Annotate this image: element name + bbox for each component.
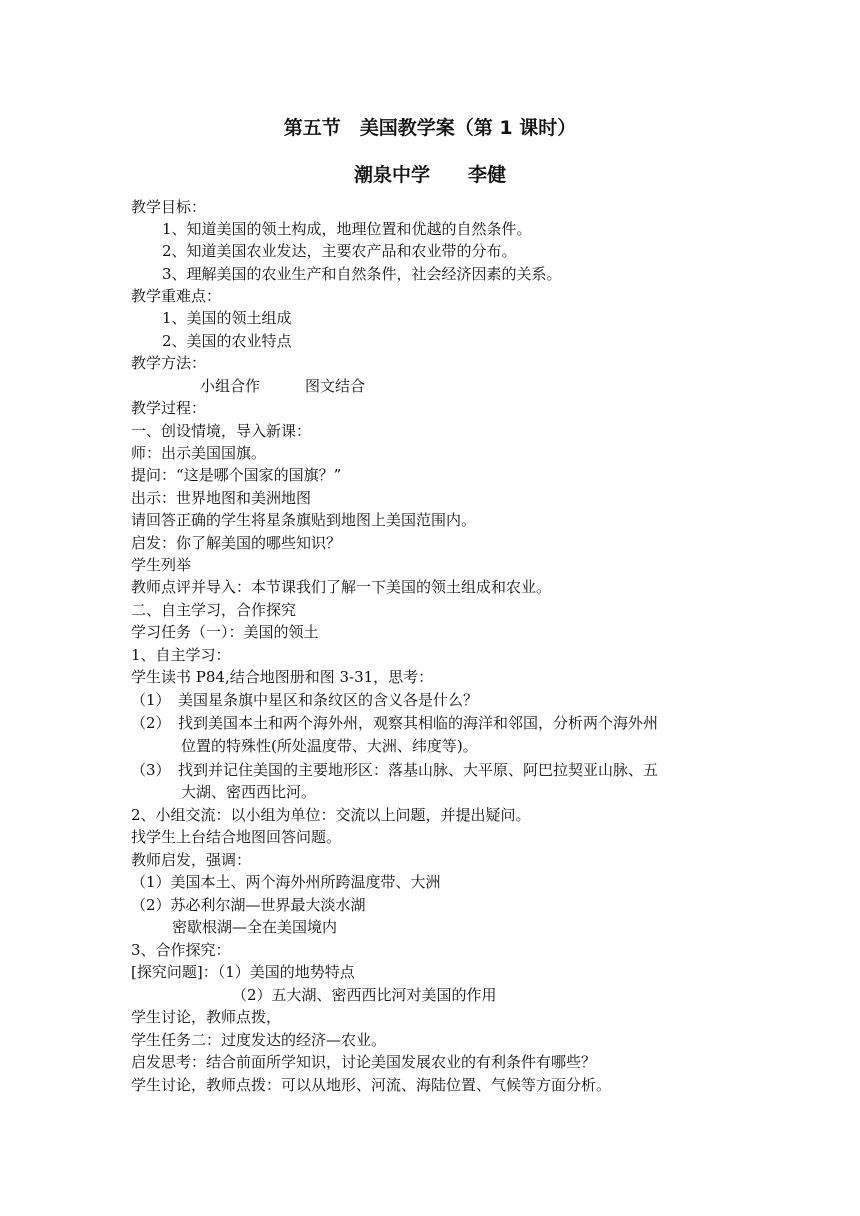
- emphasis-line: （2）苏必利尔湖—世界最大淡水湖: [131, 896, 366, 914]
- body-line: 启发：你了解美国的哪些知识？: [131, 534, 342, 552]
- body-line: 教师点评并导入：本节课我们了解一下美国的领土组成和农业。: [131, 578, 552, 596]
- body-line: 学生读书 P84,结合地图册和图 3-31，思考：: [131, 668, 434, 686]
- body-line: 2、小组交流：以小组为单位：交流以上问题，并提出疑问。: [131, 806, 531, 824]
- emphasis-line-continued: 密歇根湖—全在美国境内: [172, 918, 338, 936]
- key-point-line: 1、美国的领土组成: [162, 309, 292, 327]
- key-point-line: 2、美国的农业特点: [162, 332, 292, 350]
- body-line: 提问：“这是哪个国家的国旗？”: [131, 466, 342, 484]
- body-line: 学生讨论，教师点拨：可以从地形、河流、海陆位置、气候等方面分析。: [131, 1076, 612, 1094]
- objective-line: 2、知道美国农业发达，主要农产品和农业带的分布。: [162, 242, 517, 260]
- body-line: 请回答正确的学生将星条旗贴到地图上美国范围内。: [131, 511, 477, 529]
- objective-line: 1、知道美国的领土构成，地理位置和优越的自然条件。: [162, 220, 532, 238]
- question-line: （2） 找到美国本土和两个海外州，观察其相临的海洋和邻国，分析两个海外州: [131, 714, 659, 732]
- body-line: 1、自主学习：: [131, 646, 231, 664]
- body-line: 学习任务（一）：美国的领土: [131, 623, 319, 641]
- objective-line: 3、理解美国的农业生产和自然条件，社会经济因素的关系。: [162, 265, 562, 283]
- body-line: 启发思考：结合前面所学知识，讨论美国发展农业的有利条件有哪些？: [131, 1053, 597, 1071]
- body-line: 一、创设情境，导入新课：: [131, 422, 312, 440]
- inquiry-line-continued: （2）五大湖、密西西比河对美国的作用: [232, 986, 497, 1004]
- document-title: 第五节 美国教学案（第 1 课时）: [283, 117, 577, 139]
- body-line: 师：出示美国国旗。: [131, 444, 267, 462]
- question-line-continued: 大湖、密西西比河。: [181, 783, 317, 801]
- question-line: （3） 找到并记住美国的主要地形区：落基山脉、大平原、阿巴拉契亚山脉、五: [131, 761, 659, 779]
- section-heading-methods: 教学方法：: [131, 354, 207, 372]
- body-line: 教师启发，强调：: [131, 851, 252, 869]
- body-line: 找学生上台结合地图回答问题。: [131, 828, 342, 846]
- inquiry-line: [探究问题]：（1）美国的地势特点: [131, 963, 355, 981]
- body-line: 学生列举: [131, 556, 192, 574]
- body-line: 学生任务二：过度发达的经济—农业。: [131, 1031, 387, 1049]
- methods-line: 小组合作 图文结合: [200, 377, 366, 395]
- body-line: 二、自主学习，合作探究: [131, 601, 297, 619]
- section-heading-process: 教学过程：: [131, 399, 207, 417]
- body-line: 出示：世界地图和美洲地图: [131, 489, 312, 507]
- section-heading-key-points: 教学重难点：: [131, 287, 222, 305]
- question-line-continued: 位置的特殊性(所处温度带、大洲、纬度等)。: [181, 737, 478, 755]
- body-line: 3、合作探究：: [131, 941, 231, 959]
- emphasis-line: （1）美国本土、两个海外州所跨温度带、大洲: [131, 873, 441, 891]
- section-heading-objectives: 教学目标：: [131, 198, 207, 216]
- question-line: （1） 美国星条旗中星区和条纹区的含义各是什么？: [131, 691, 479, 709]
- body-line: 学生讨论，教师点拨，: [131, 1008, 282, 1026]
- document-author: 潮泉中学 李健: [353, 164, 506, 186]
